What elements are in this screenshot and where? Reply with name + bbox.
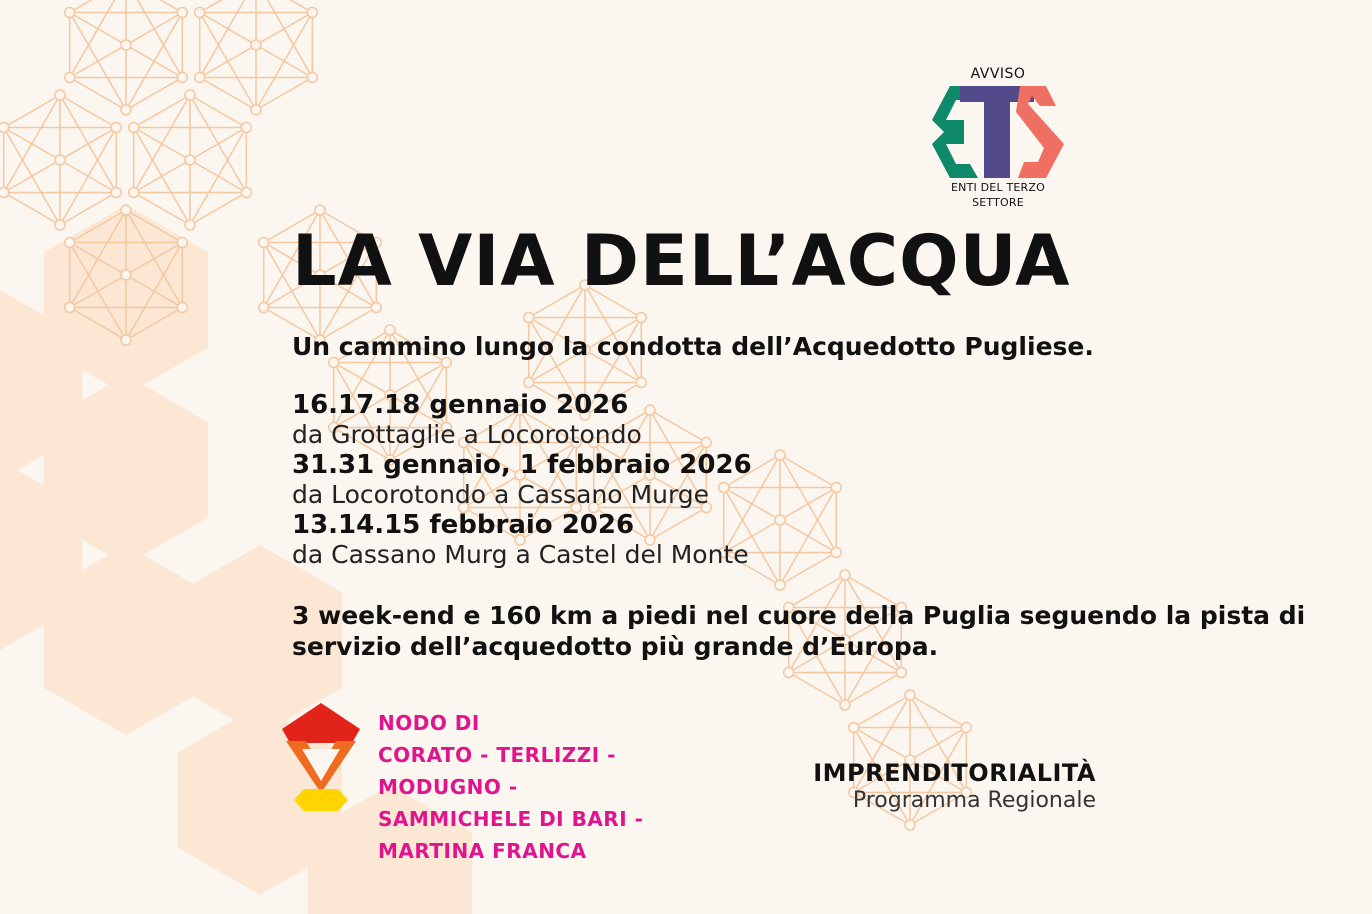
event-subtitle: Un cammino lungo la condotta dell’Acquedotto Pugliese. (292, 332, 1094, 361)
node-logo-red-cap (282, 703, 360, 743)
ets-logo-icon (932, 86, 1064, 180)
node-names (378, 707, 643, 867)
schedule-item (292, 510, 752, 570)
ets-caption-line1: ENTI DEL TERZO (951, 181, 1045, 194)
schedule-item (292, 390, 752, 450)
node-line: MARTINA FRANCA (378, 839, 587, 863)
schedule-item (292, 450, 752, 510)
event-description: 3 week-end e 160 km a piedi nel cuore della Puglia seguendo la pista di servizio dell’acquedotto più grande d’Europa. (292, 601, 1306, 661)
schedule-date: 16.17.18 gennaio 2026 (292, 390, 629, 420)
schedule-route: da Locorotondo a Cassano Murge (292, 480, 710, 509)
schedule-date: 13.14.15 febbraio 2026 (292, 510, 635, 540)
node-logo-yellow-base (294, 789, 348, 811)
ets-caption-line2: SETTORE (972, 196, 1024, 209)
node-line: NODO DI (378, 711, 480, 735)
event-title: LA VIA DELL’ACQUA (292, 220, 1071, 302)
ets-caption (932, 180, 1064, 210)
node-logo-icon (280, 703, 362, 811)
node-line: MODUGNO - (378, 775, 518, 799)
program-block (760, 758, 1096, 814)
ets-avviso-label: AVVISO (970, 66, 1026, 82)
schedule-route: da Grottaglie a Locorotondo (292, 420, 642, 449)
schedule-route: da Cassano Murg a Castel del Monte (292, 540, 749, 569)
program-name: IMPRENDITORIALITÀ (813, 759, 1096, 787)
event-schedule (292, 390, 752, 570)
schedule-date: 31.31 gennaio, 1 febbraio 2026 (292, 450, 752, 480)
node-line: SAMMICHELE DI BARI - (378, 807, 644, 831)
node-line: CORATO - TERLIZZI - (378, 743, 616, 767)
program-subtitle: Programma Regionale (852, 788, 1096, 813)
ets-logo-coral-s (1016, 86, 1064, 178)
